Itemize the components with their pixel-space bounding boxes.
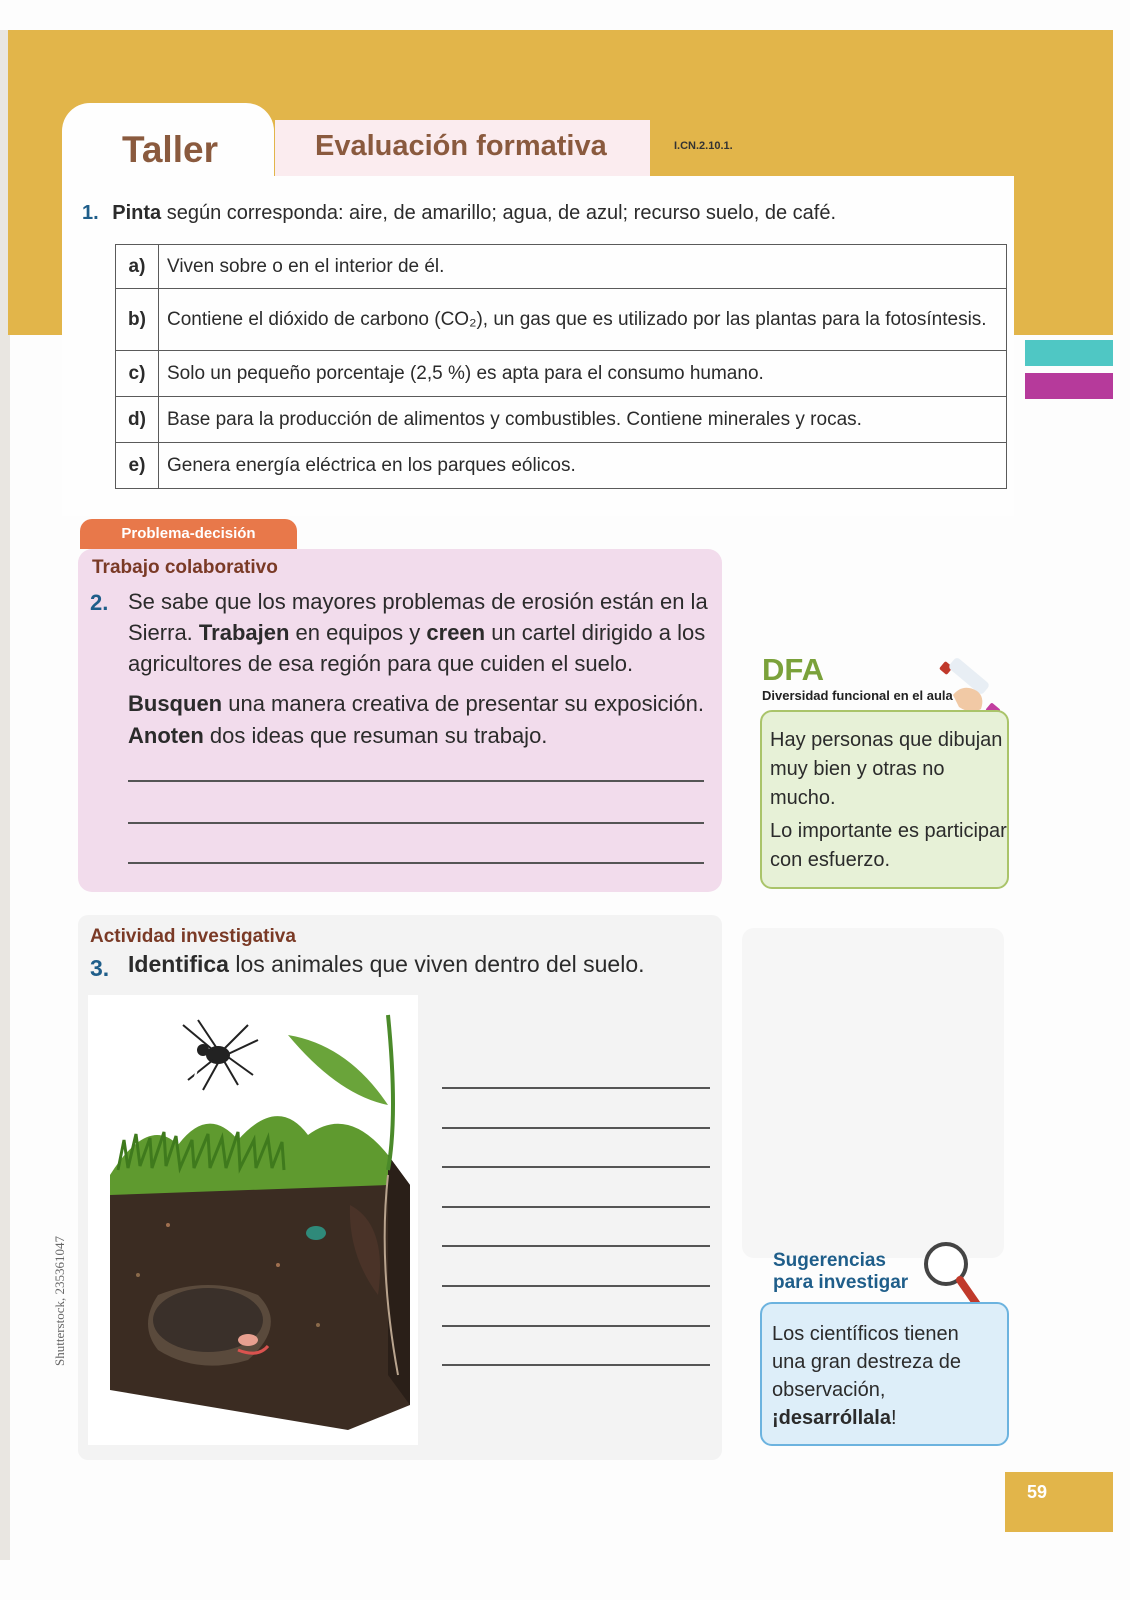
- row-text: Solo un pequeño porcentaje (2,5 %) es apta para el consumo humano.: [159, 351, 1007, 397]
- dfa-text-2: Lo importante es participar con esfuerzo.: [770, 820, 1007, 871]
- row-text: Contiene el dióxido de carbono (CO₂), un gas que es utilizado por las plantas para la fotosíntesis.: [159, 289, 1007, 351]
- tab-taller-label: Taller: [122, 129, 218, 170]
- row-text: Viven sobre o en el interior de él.: [159, 245, 1007, 289]
- text-part: Los científicos tienen una gran destreza de observación,: [772, 1323, 962, 1401]
- instruction-line: [128, 688, 718, 720]
- question-2-text: [128, 586, 718, 679]
- text-part: dos ideas que resuman su trabajo.: [203, 723, 548, 748]
- tab-taller: [62, 103, 274, 183]
- answer-line[interactable]: [442, 1364, 710, 1366]
- dfa-text-1: Hay personas que dibujan muy bien y otras no mucho.: [770, 729, 1003, 809]
- photo-credit-text: Shutterstock, 235361047: [52, 1236, 67, 1366]
- dfa-title: DFA: [762, 652, 824, 687]
- answer-line[interactable]: [442, 1166, 710, 1168]
- cyan-marker: [1025, 340, 1113, 366]
- tab-evaluacion: [275, 120, 650, 176]
- text-bold: Anoten: [128, 723, 204, 748]
- answer-line[interactable]: [442, 1087, 710, 1089]
- question-number: 3.: [90, 955, 110, 981]
- dfa-box: [760, 710, 1009, 889]
- answer-line[interactable]: [442, 1127, 710, 1129]
- tab-evaluacion-label: Evaluación formativa: [315, 130, 607, 162]
- text-part: en equipos y: [289, 620, 427, 645]
- answer-line[interactable]: [128, 862, 704, 864]
- section-heading: Actividad investigativa: [90, 926, 296, 947]
- suggestions-title-line: Sugerencias: [773, 1250, 886, 1271]
- soil-cross-section-illustration: [88, 995, 418, 1445]
- answer-table: [115, 244, 1007, 489]
- text-bold: ¡desarróllala: [772, 1407, 891, 1429]
- question-1: [82, 202, 836, 225]
- row-text: Base para la producción de alimentos y combustibles. Contiene minerales y rocas.: [159, 397, 1007, 443]
- text-part: !: [890, 1407, 897, 1429]
- text-bold: Busquen: [128, 691, 223, 716]
- text-bold: Identifica: [128, 951, 229, 977]
- photo-credit: [46, 1210, 74, 1370]
- suggestions-title-line: para investigar: [773, 1272, 909, 1293]
- answer-line[interactable]: [442, 1206, 710, 1208]
- answer-line[interactable]: [442, 1325, 710, 1327]
- magenta-marker: [1025, 373, 1113, 399]
- row-letter: a): [116, 245, 159, 289]
- table-row: [116, 245, 1007, 289]
- table-row: [116, 397, 1007, 443]
- answer-line[interactable]: [442, 1285, 710, 1287]
- row-letter: e): [116, 443, 159, 489]
- answer-line[interactable]: [442, 1245, 710, 1247]
- table-row: [116, 289, 1007, 351]
- text-bold: Trabajen: [198, 620, 290, 645]
- faded-background-box: [742, 928, 1004, 1258]
- suggestions-title: [773, 1250, 908, 1294]
- text-part: los animales que viven dentro del suelo.: [228, 951, 645, 977]
- problem-decision-tag: Problema-decisión: [80, 519, 297, 549]
- dfa-subtitle: Diversidad funcional en el aula: [762, 688, 953, 703]
- page-number: 59: [1027, 1482, 1048, 1502]
- instruction-line: [128, 720, 718, 752]
- suggestions-text: [762, 1304, 1007, 1432]
- curriculum-code: I.CN.2.10.1.: [674, 140, 733, 152]
- instruction-verb: Pinta: [112, 202, 162, 224]
- answer-line[interactable]: [128, 780, 704, 782]
- row-letter: b): [116, 289, 159, 351]
- suggestions-box: [760, 1302, 1009, 1446]
- row-text: Genera energía eléctrica en los parques eólicos.: [159, 443, 1007, 489]
- table-row: [116, 351, 1007, 397]
- text-part: Se sabe que los mayores problemas de erosión están en la Sierra.: [128, 589, 708, 645]
- question-2-instructions: [128, 688, 718, 752]
- instruction-text: según corresponda: aire, de amarillo; agua, de azul; recurso suelo, de café.: [161, 202, 836, 224]
- question-3-text: [128, 951, 645, 978]
- table-row: [116, 443, 1007, 489]
- question-number: 1.: [82, 202, 99, 224]
- section-heading: Trabajo colaborativo: [92, 557, 278, 578]
- answer-line[interactable]: [128, 822, 704, 824]
- row-letter: c): [116, 351, 159, 397]
- text-part: una manera creativa de presentar su exposición.: [222, 691, 704, 716]
- text-bold: creen: [426, 620, 486, 645]
- row-letter: d): [116, 397, 159, 443]
- question-number: 2.: [90, 590, 109, 615]
- page-number-tab: [1005, 1472, 1113, 1532]
- text-part: un cartel dirigido a los agricultores de esa región para que cuiden el suelo.: [128, 620, 706, 676]
